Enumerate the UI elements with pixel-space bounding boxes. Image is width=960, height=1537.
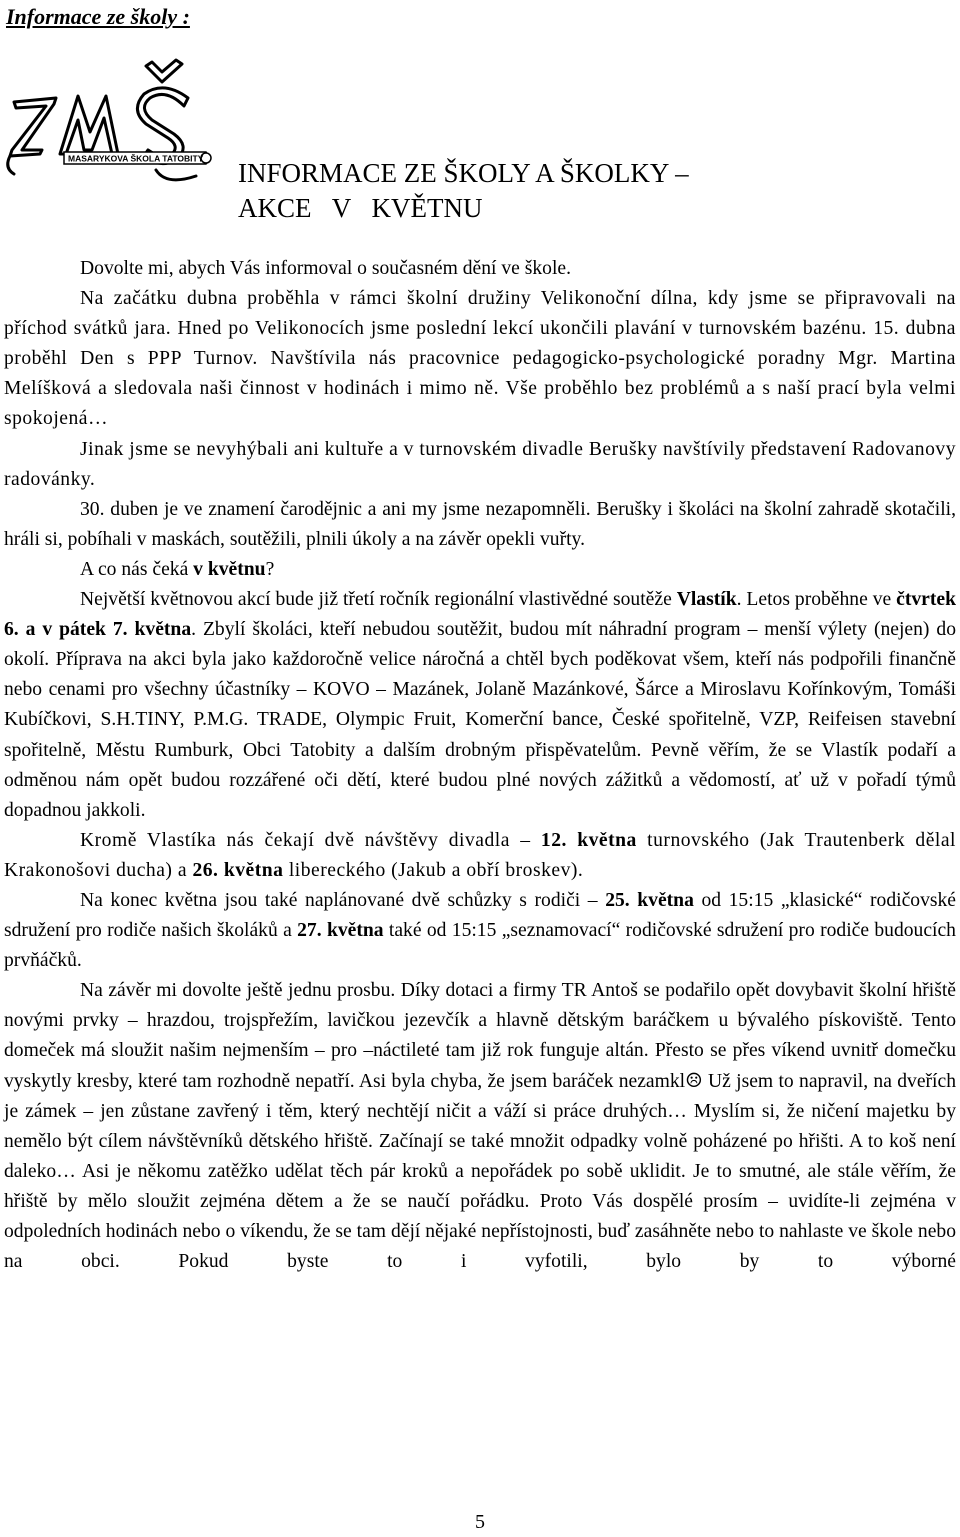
text-bold: 26. května: [192, 859, 284, 881]
paragraph-theatre: [4, 826, 956, 886]
page-heading: [238, 156, 689, 226]
text-bold: 25. května: [605, 889, 694, 911]
text-bold: 12. května: [540, 829, 637, 851]
text-bold: Vlastík: [676, 589, 737, 611]
paragraph-intro: Dovolte mi, abych Vás informoval o současném dění ve škole.: [80, 258, 572, 279]
paragraph-playground: Na závěr mi dovolte ještě jednu prosbu. Díky dotaci a firmy TR Antoš se podařilo opět dovybavit školní hřiště novými prvky – hrazdou, trojspřežím, lavičkou jezevčík a hlavně dětským baráčkem u bývalého pískoviště. Tento domeček má sloužit našim nejmenším – pro –náctileté tam již rok funguje altán. Přesto se přes víkend uvnitř domečku vyskytly kresby, které tam rozhodně nepatří. Asi byla chyba, že jsem baráček nezamkl☹ Už jsem to napravil, na dveřích je zámek – jen zůstane zavřený i těm, který nechtějí ničit a váží si práce druhých… Myslím si, že ničení majetku by nemělo být cílem návštěvníků dětského hřiště. Začínají se také množit odpadky volně poházené po hřišti. A to koš není daleko… Asi je někomu zatěžko udělat těch pár kroků a nepořádek po sobě uklidit. Je to smutné, ale stále věřím, že hřiště by mělo sloužit zejména dětem a že se naučí pořádku. Proto Vás dospělé prosím – uvidíte-li zejména v odpoledních hodinách nebo o víkendu, že se tam dějí nějaké nepřístojnosti, buď zasáhněte nebo to nahlaste ve škole nebo na obci. Pokud byste to i vyfotili, bylo by to výborné: [4, 980, 956, 1273]
text-span: od 15:15 „klasické“ rodičovské sdružení pro rodiče našich školáků a: [4, 889, 956, 942]
logo-caron: [146, 60, 182, 82]
school-logo: [6, 58, 214, 190]
article-body: [4, 254, 956, 1277]
page-number: 5: [475, 1511, 485, 1533]
paragraph-witches: 30. duben je ve znamení čarodějnic a ani my jsme nezapomněli. Berušky i školáci na školní zahradě skotačili, hráli si, pobíhali v maskách, soutěžili, plnili úkoly a na závěr opekli vuřty.: [4, 498, 956, 550]
paragraph-april: Na začátku dubna proběhla v rámci školní družiny Velikonoční dílna, kdy jsme se připravovali na příchod svátků jara. Hned po Velikonocích jsme poslední lekcí ukončili plavání v turnovském bazénu. 15. dubna proběhl Den s PPP Turnov. Navštívila nás pracovnice pedagogicko-psychologické poradny Mgr. Martina Melíšková a sledovala naši činnost v hodinách i mimo ně. Vše proběhlo bez problémů a s naší prací byla velmi spokojená…: [4, 288, 956, 430]
text-span: libereckého (Jakub a obří broskev).: [283, 859, 584, 881]
text-bold: 27. května: [297, 920, 384, 942]
text-bold: v květnu: [193, 558, 266, 580]
text-span: Na konec května jsou také naplánované dvě schůzky s rodiči –: [80, 889, 606, 911]
text-span: ?: [265, 558, 275, 580]
logo-banner: [64, 152, 211, 164]
paragraph-parents-meetings: [4, 886, 956, 976]
logo-banner-text: MASARYKOVA ŠKOLA TATOBITY: [68, 153, 204, 164]
text-span: také od 15:15 „seznamovací“ rodičovské sdružení pro rodiče budoucích prvňáčků.: [4, 920, 956, 972]
text-bold: čtvrtek 6. a v pátek 7. května: [4, 589, 956, 641]
paragraph-vlastik: [4, 585, 956, 826]
heading-line-1: INFORMACE ZE ŠKOLY A ŠKOLKY –: [238, 158, 689, 188]
logo-letter-m: [60, 96, 118, 154]
text-span: . Letos proběhne ve: [736, 589, 897, 611]
text-span: Kromě Vlastíka nás čekají dvě návštěvy divadla –: [80, 829, 541, 851]
text-span: turnovského (Jak Trautenberk dělal Krakonošovi ducha) a: [4, 829, 956, 881]
logo-letter-z: [10, 98, 56, 156]
text-span: A co nás čeká: [80, 558, 194, 580]
paragraph-may-question: [4, 555, 956, 585]
heading-line-2: AKCE V KVĚTNU: [238, 193, 483, 223]
paragraph-culture: Jinak jsme se nevyhýbali ani kultuře a v turnovském divadle Berušky navštívily představení Radovanovy radovánky.: [4, 438, 956, 490]
text-span: Největší květnovou akcí bude již třetí ročník regionální vlastivědné soutěže: [80, 589, 677, 611]
section-title: Informace ze školy :: [6, 4, 190, 29]
text-span: . Zbylí školáci, kteří nebudou soutěžit, budou mít náhradní program – menší výlety (nejen) do okolí. Příprava na akci byla jako každoročně velice náročná a chtěl bych poděkovat všem, kteří nás podpořili finančně nebo cenami pro všechny účastníky – KOVO – Mazánek, Jolaně Mazánkové, Šárce a Miroslavu Kořínkovým, Tomáši Kubíčkovi, S.H.TINY, P.M.G. TRADE, Olympic Fruit, Komerční bance, České spořitelně, VZP, Reifeisen stavební spořitelně, Městu Rumburk, Obci Tatobity a dalším drobným přispěvatelům. Pevně věřím, že se Vlastík podaří a odměnou nám opět budou rozzářené oči dětí, které budou plné nových zážitků a vědomostí, ať už v pořadí týmů dopadnou jakkoli.: [4, 619, 956, 821]
